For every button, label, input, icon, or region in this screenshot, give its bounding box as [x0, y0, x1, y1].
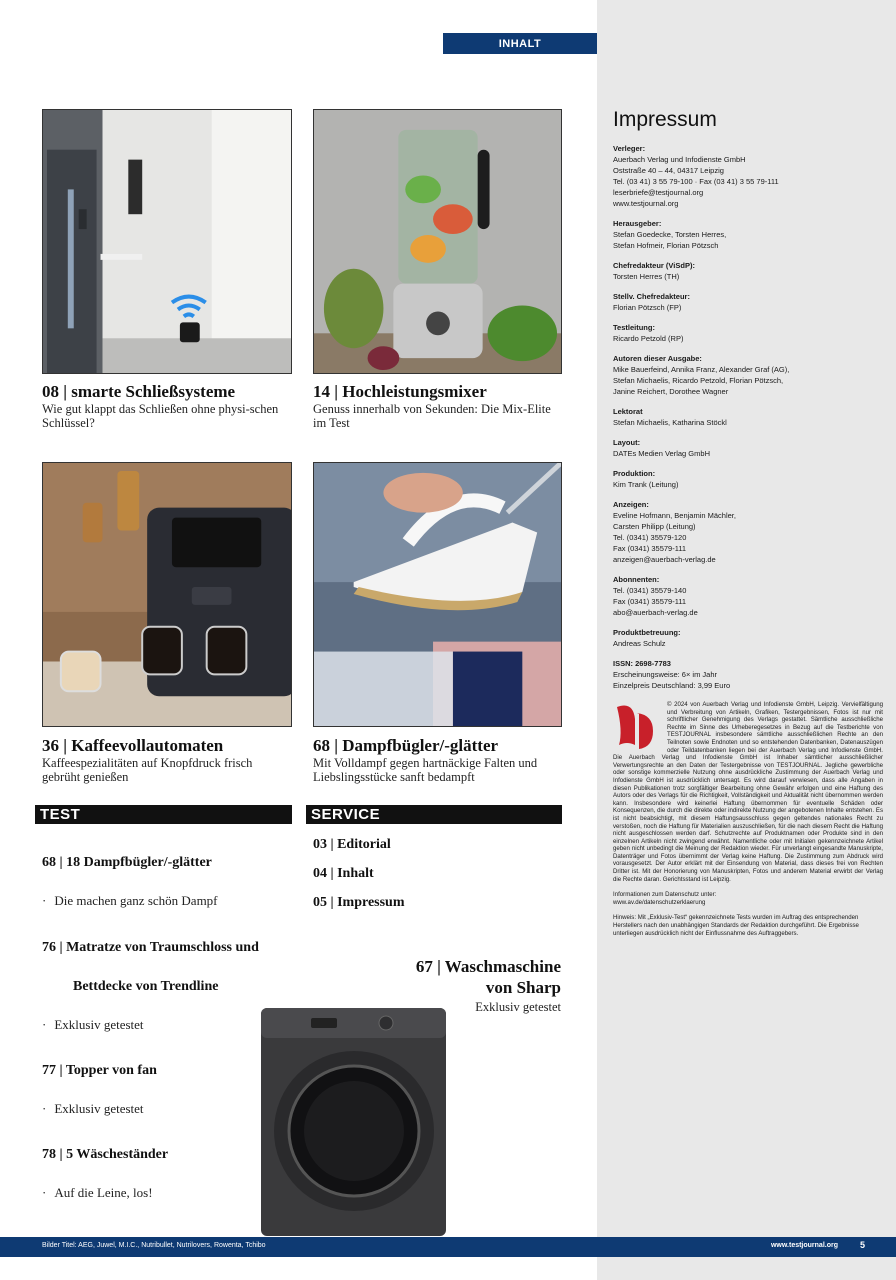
impressum-line: Tel. (0341) 35579-120: [613, 533, 687, 542]
feature-sub-washing-machine: Exklusiv getestet: [475, 1000, 561, 1014]
toc-item-impressum[interactable]: 05 | Impressum: [313, 895, 405, 910]
impressum-line: Oststraße 40 – 44, 04317 Leipzig: [613, 166, 724, 175]
impressum-block: [613, 575, 883, 618]
article-title-blender[interactable]: 14 | Hochleistungsmixer: [313, 382, 487, 401]
impressum-block: [613, 323, 883, 344]
photo-smart-lock: [42, 109, 292, 374]
hinweis-note: Hinweis: Mit „Exklusiv-Test“ gekennzeichnete Tests wurden im Auftrag des entsprechenden Herstellers nach den unabhängigen Standards der Redaktion durchgeführt. Die Ergebnisse unterliegen ausdrücklich nicht der Einflussnahme des Auftraggebers.: [613, 914, 859, 937]
article-title-steam-iron[interactable]: 68 | Dampfbügler/-glätter: [313, 736, 499, 755]
impressum-block: [613, 354, 883, 397]
impressum-block: [613, 219, 883, 251]
photo-blender: [313, 109, 562, 374]
toc-item-dampfbuegler[interactable]: 68 | 18 Dampfbügler/-glätter: [42, 855, 212, 870]
impressum-line: Auerbach Verlag und Infodienste GmbH: [613, 155, 746, 164]
photo-steam-iron: [313, 462, 562, 727]
impressum-contact-link[interactable]: leserbriefe@testjournal.org: [613, 188, 704, 197]
impressum-line: Stefan Michaelis, Katharina Stöckl: [613, 418, 727, 427]
article-desc-coffee: Kaffeespezialitäten auf Knopfdruck frisch gebrüht genießen: [42, 756, 253, 784]
impressum-line: Torsten Herres (TH): [613, 272, 680, 281]
impressum-line: Kim Trank (Leitung): [613, 480, 679, 489]
toc-item-topper[interactable]: 77 | Topper von fan: [42, 1063, 157, 1078]
impressum-block: [613, 144, 883, 209]
impressum-line: Tel. (03 41) 3 55 79-100 · Fax (03 41) 3 55 79-111: [613, 177, 779, 186]
toc-sub-matratze: · Exklusiv getestet: [42, 1017, 144, 1032]
impressum-block: [613, 261, 883, 282]
impressum-label: Anzeigen:: [613, 500, 649, 509]
impressum-label: Herausgeber:: [613, 219, 662, 228]
photo-coffee-machine: [42, 462, 292, 727]
toc-item-waeschestaender[interactable]: 78 | 5 Wäscheständer: [42, 1147, 169, 1162]
impressum-line: Stefan Goedecke, Torsten Herres,: [613, 230, 727, 239]
toc-item-matratze-line2[interactable]: Bettdecke von Trendline: [73, 979, 219, 994]
page-number: 5: [859, 1240, 865, 1250]
section-header-test: TEST: [35, 805, 292, 824]
impressum-contact-link[interactable]: abo@auerbach-verlag.de: [613, 608, 698, 617]
impressum-block: [613, 438, 883, 459]
impressum-label: ISSN: 2698-7783: [613, 659, 671, 668]
article-desc-blender: Genuss innerhalb von Sekunden: Die Mix-Elite im Test: [313, 402, 551, 430]
auerbach-logo: [613, 701, 657, 751]
impressum-label: Testleitung:: [613, 323, 655, 332]
impressum-line: Erscheinungsweise: 6× im Jahr: [613, 670, 718, 679]
photo-credits: Bilder Titel: AEG, Juwel, M.I.C., Nutribullet, Nutrilovers, Rowenta, Tchibo: [42, 1242, 266, 1249]
toc-sub-dampfbuegler: · Die machen ganz schön Dampf: [42, 893, 218, 908]
impressum-block: [613, 628, 883, 649]
impressum-line: Andreas Schulz: [613, 639, 666, 648]
impressum-block: [613, 500, 883, 565]
section-header-service: SERVICE: [306, 805, 562, 824]
impressum-column: [613, 108, 883, 937]
toc-item-inhalt[interactable]: 04 | Inhalt: [313, 866, 374, 881]
impressum-line: Stefan Michaelis, Ricardo Petzold, Florian Pötzsch,: [613, 376, 784, 385]
photo-washing-machine: [256, 1006, 456, 1240]
impressum-label: Autoren dieser Ausgabe:: [613, 354, 702, 363]
toc-sub-topper: · Exklusiv getestet: [42, 1101, 144, 1116]
impressum-line: Fax (0341) 35579-111: [613, 544, 687, 553]
impressum-contact-link[interactable]: www.testjournal.org: [613, 199, 679, 208]
legal-notice: © 2024 von Auerbach Verlag und Infodienste GmbH, Leipzig. Vervielfältigung und Verbreitung von Artikeln, Grafiken, Testergebnissen, Fotos ist nur mit schriftlicher Genehmigung des Verlags gestattet. Sämtliche ausschließliche Rechte im Sinne des Urheberegesetzes in Bezug auf die Testberichte von TESTJOURNAL insbesondere sämtliche ausschließlichen Rechte an den Teilnoten sowie Endnoten und so entstehenden Datenbanken, Datenauszügen oder Teildatenbanken liegen bei der Auerbach Verlag und Infodienste GmbH. Die Auerbach Verlag und Infodienste GmbH ist Inhaber sämtlicher ausschließlicher Verwertungsrechte an den Daten der Testergebnisse von TESTJOURNAL. Jegliche gewerbliche oder sonstige kommerzielle Nutzung ohne ausdrückliche Zustimmung der Auerbach Verlag und Infodienste GmbH ist ausdrücklich untersagt. Es wird darauf verwiesen, dass alle Angaben in diesen Publikationen trotz sorgfältiger Bearbeitung ohne Gewähr erfolgen und eine Haftung des Autors oder des Verlags für die Richtigkeit, Vollständigkeit und Aktualität nicht übernommen werden kann. Insbesondere wird keinerlei Haftung übernommen für eventuelle Schäden oder Konsequenzen, die durch die direkte oder indirekte Nutzung der angebotenen Inhalte entstehen. Es ist nicht beabsichtigt, mit diesem Haftungsausschluss gegen geltendes nationales Recht zu verstoßen, noch die Haftung für Materialien auszuschließen, für die nach diesem Recht die Haftung nicht ausgeschlossen werden darf. Schutzrechte auf Produktnamen oder Produkte sind in den einzelnen Artikeln nicht zwingend erwähnt. Namentliche oder mit Initialen gekennzeichnete Artikel geben nicht unbedingt die Meinung der Redaktion wieder. Für unverlangt eingesandte Manuskripte, Datenträger und Fotos übernimmt der Verlag keine Haftung. Die Zustimmung zum Abdruck wird vorausgesetzt. Der Autor erklärt mit der Einsendung von Material, dass dieses frei von Rechten Dritter ist. Mit der Honorierung von Manuskripten, Fotos und anderem Material erwirbt der Verlag die Rechte daran. Gerichtsstand ist Leipzig.: [613, 701, 883, 883]
impressum-label: Produktion:: [613, 469, 656, 478]
impressum-line: DATEs Medien Verlag GmbH: [613, 449, 710, 458]
impressum-line: Ricardo Petzold (RP): [613, 334, 684, 343]
impressum-label: Verleger:: [613, 144, 646, 153]
article-desc-smart-lock: Wie gut klappt das Schließen ohne physi-schen Schlüssel?: [42, 402, 279, 430]
impressum-line: Eveline Hofmann, Benjamin Mächler,: [613, 511, 736, 520]
privacy-info: Informationen zum Datenschutz unter: www.av.de/datenschutzerklaerung: [613, 891, 883, 906]
toc-sub-waeschestaender: · Auf die Leine, los!: [42, 1185, 153, 1200]
impressum-label: Stellv. Chefredakteur:: [613, 292, 690, 301]
toc-item-editorial[interactable]: 03 | Editorial: [313, 837, 391, 852]
impressum-line: Tel. (0341) 35579-140: [613, 586, 687, 595]
impressum-title: Impressum: [613, 108, 717, 131]
feature-title-washing-machine[interactable]: 67 | Waschmaschine von Sharp: [415, 957, 561, 997]
impressum-block: [613, 469, 883, 490]
impressum-label: Layout:: [613, 438, 641, 447]
impressum-label: Chefredakteur (ViSdP):: [613, 261, 695, 270]
section-tab-inhalt: INHALT: [443, 33, 597, 54]
privacy-link[interactable]: www.av.de/datenschutzerklaerung: [613, 898, 706, 906]
impressum-block: [613, 407, 883, 428]
article-title-smart-lock[interactable]: 08 | smarte Schließsysteme: [42, 382, 236, 401]
impressum-line: Florian Pötzsch (FP): [613, 303, 682, 312]
impressum-label: Produktbetreuung:: [613, 628, 681, 637]
impressum-contact-link[interactable]: anzeigen@auerbach-verlag.de: [613, 555, 716, 564]
impressum-line: Mike Bauerfeind, Annika Franz, Alexander Graf (AG),: [613, 365, 790, 374]
impressum-label: Abonnenten:: [613, 575, 660, 584]
page-footer: [0, 1237, 896, 1257]
impressum-block: [613, 659, 883, 691]
article-desc-steam-iron: Mit Volldampf gegen hartnäckige Falten und Liebslingsstücke sanft bedampft: [313, 756, 538, 784]
impressum-line: Fax (0341) 35579-111: [613, 597, 687, 606]
toc-item-matratze[interactable]: 76 | Matratze von Traumschloss und: [42, 940, 259, 955]
impressum-line: Stefan Hofmeir, Florian Pötzsch: [613, 241, 719, 250]
impressum-line: Janine Reichert, Dorothee Wagner: [613, 387, 729, 396]
impressum-line: Carsten Philipp (Leitung): [613, 522, 696, 531]
impressum-block: [613, 292, 883, 313]
footer-website-link[interactable]: www.testjournal.org: [770, 1242, 838, 1249]
article-title-coffee[interactable]: 36 | Kaffeevollautomaten: [42, 736, 224, 755]
impressum-label: Lektorat: [613, 407, 643, 416]
impressum-line: Einzelpreis Deutschland: 3,99 Euro: [613, 681, 731, 690]
